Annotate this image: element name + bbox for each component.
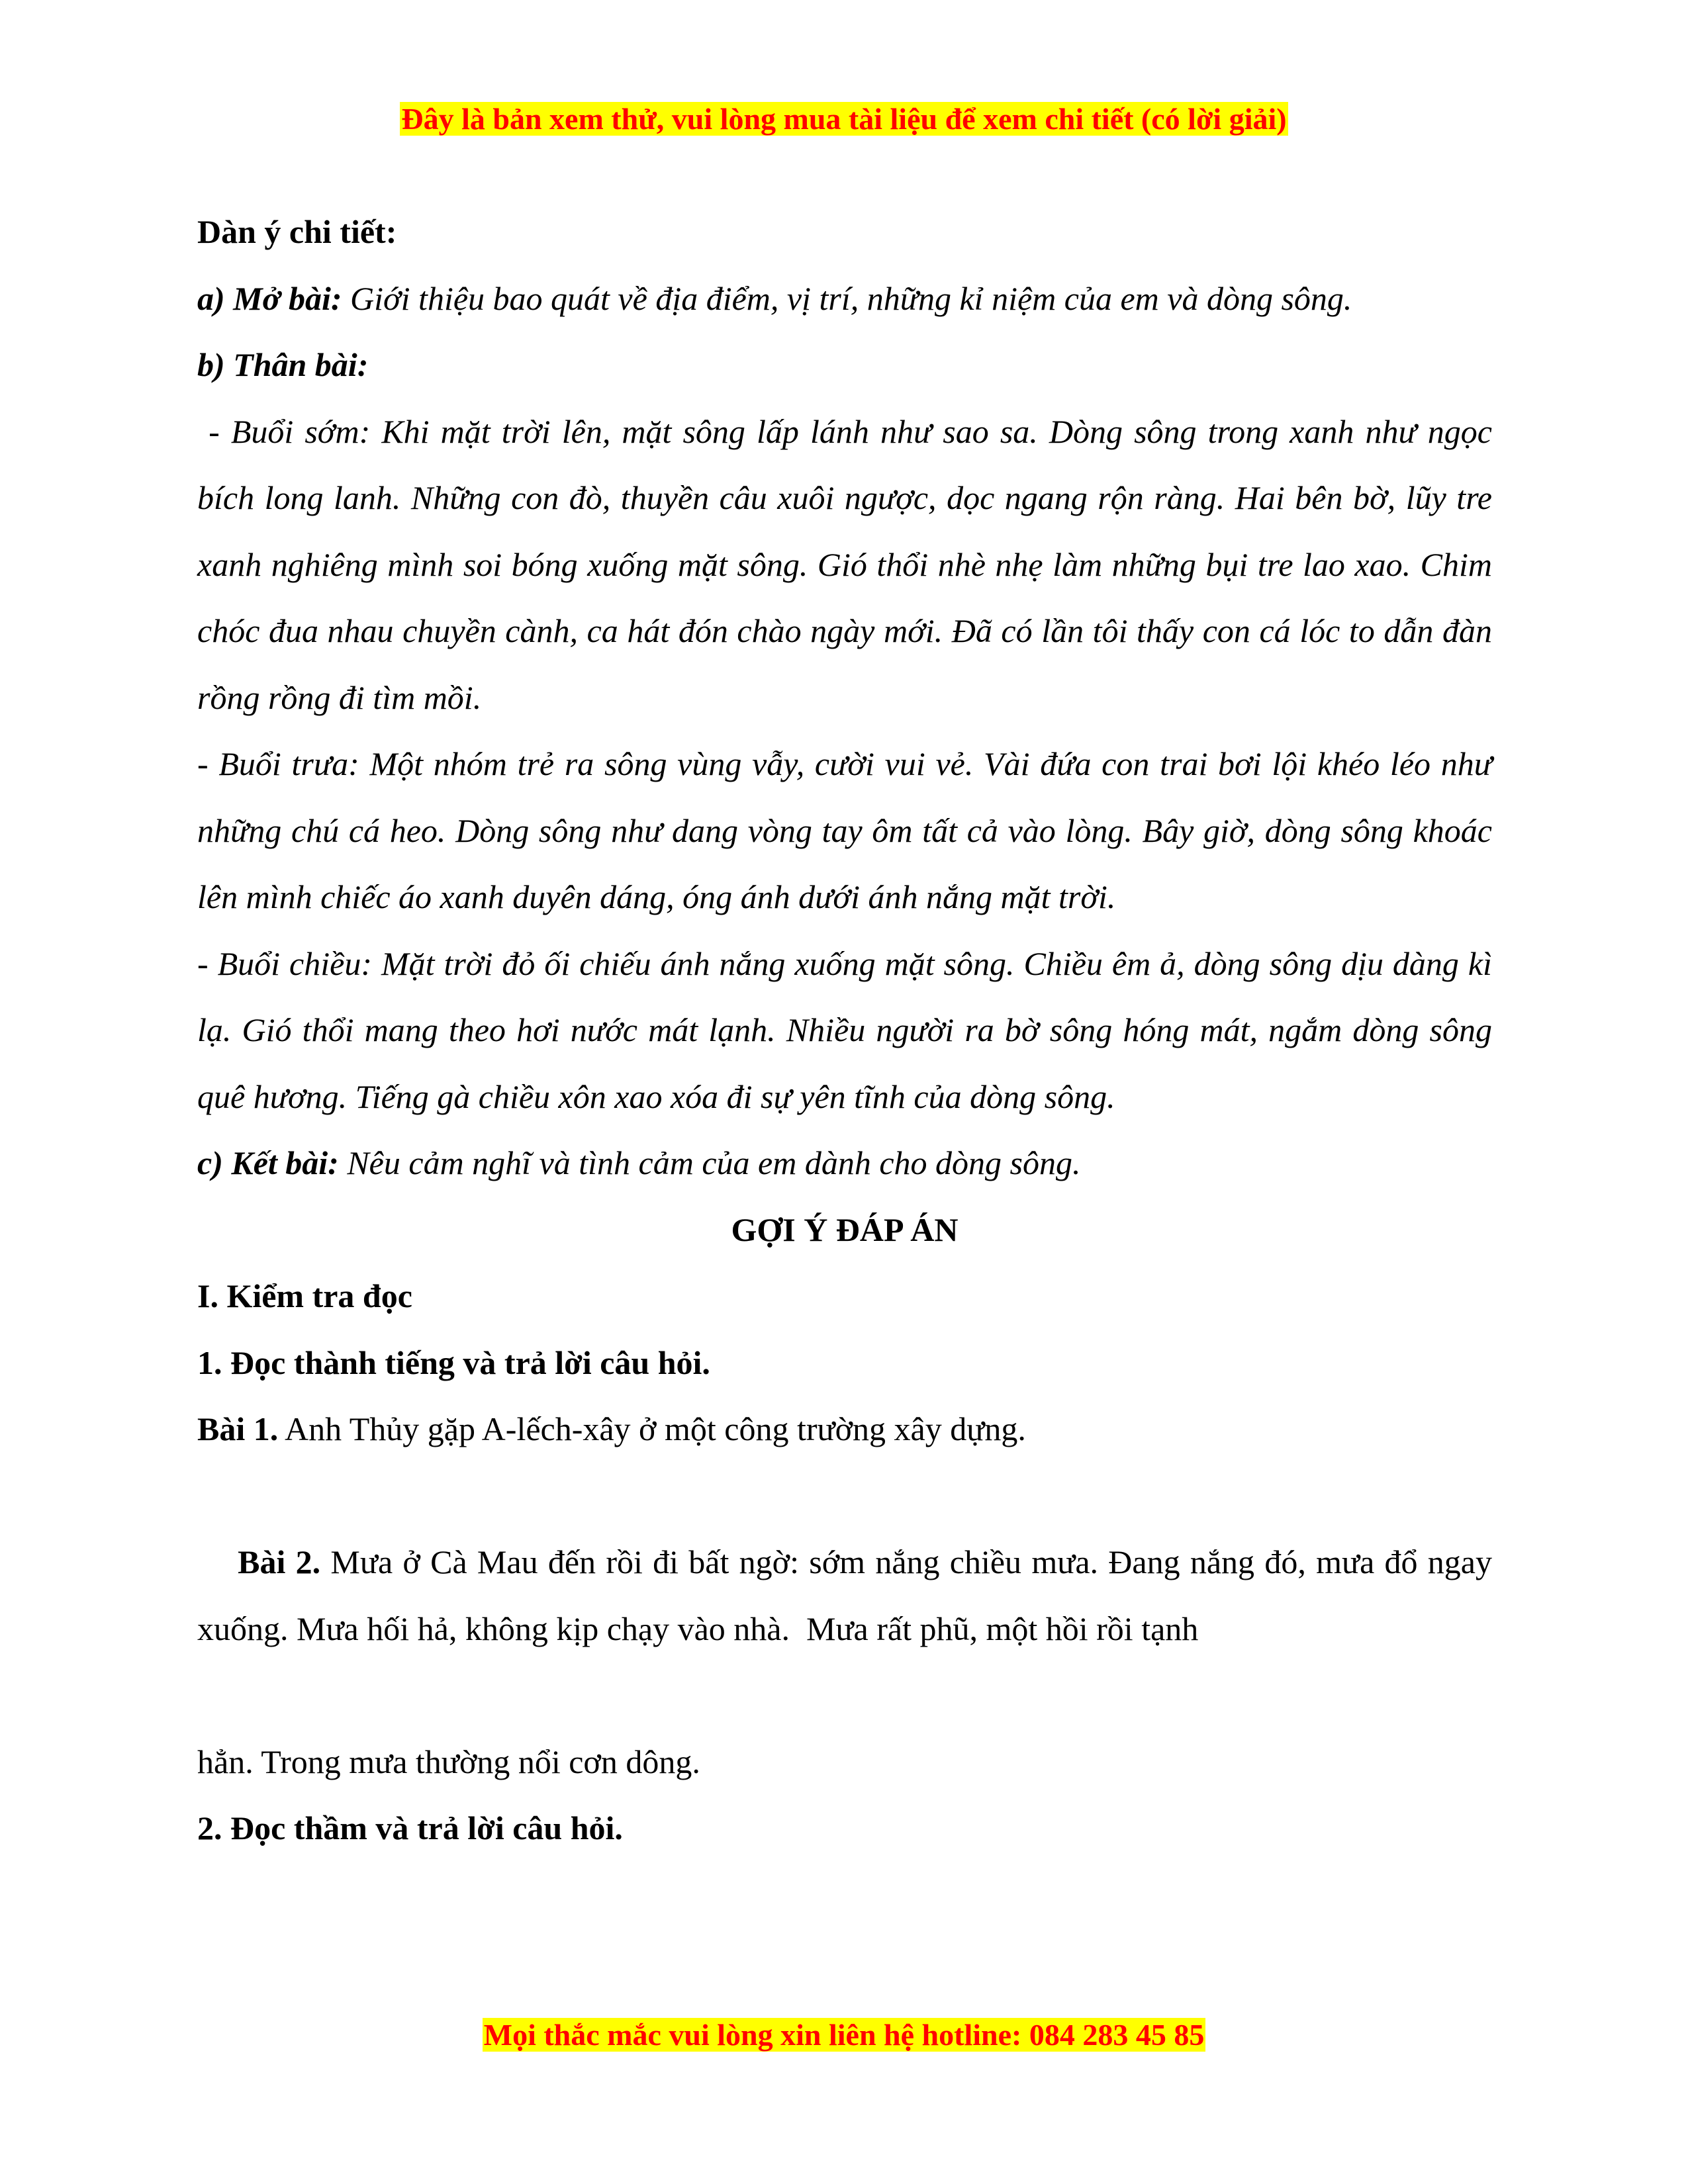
body-afternoon: - Buổi chiều: Mặt trời đỏ ối chiếu ánh nắng xuống mặt sông. Chiều êm ả, dòng sông dịu dàng kì lạ. Gió thổi mang theo hơi nước mát lạnh. Nhiều người ra bờ sông hóng mát, ngắm dòng sông quê hương. Tiếng gà chiều xôn xao xóa đi sự yên tĩnh của dòng sông. [197, 944, 1492, 1115]
intro-label: a) Mở bài: [197, 279, 342, 317]
bai-2-continuation: hẳn. Trong mưa thường nổi cơn dông. [197, 1743, 700, 1780]
bai-2-label: Bài 2. [238, 1543, 321, 1580]
body-label: b) Thân bài: [197, 346, 369, 383]
outline-intro [197, 265, 1492, 332]
section-reading-test: I. Kiểm tra đọc [197, 1277, 412, 1314]
subsection-silent-read: 2. Đọc thầm và trả lời câu hỏi. [197, 1809, 623, 1846]
preview-notice-text: Đây là bản xem thử, vui lòng mua tài liệu để xem chi tiết (có lời giải) [401, 102, 1287, 136]
answer-bai-2 [197, 1463, 1501, 1729]
preview-notice-banner [0, 99, 1688, 139]
answers-title: GỢI Ý ĐÁP ÁN [731, 1210, 959, 1248]
hotline-banner [0, 2015, 1688, 2055]
bai-2-text: Mưa ở Cà Mau đến rồi đi bất ngờ: sớm nắng chiều mưa. Đang nắng đó, mưa đổ ngay xuống. Mưa hối hả, không kịp chạy vào nhà. Mưa rất phũ, một hồi rồi tạnh [197, 1543, 1501, 1647]
answer-bai-1 [197, 1396, 1492, 1463]
body-morning: - Buổi sớm: Khi mặt trời lên, mặt sông lấp lánh như sao sa. Dòng sông trong xanh như ngọc bích long lanh. Những con đò, thuyền câu xuôi ngược, dọc ngang rộn ràng. Hai bên bờ, lũy tre xanh nghiêng mình soi bóng xuống mặt sông. Gió thổi nhè nhẹ làm những bụi tre lao xao. Chim chóc đua nhau chuyền cành, ca hát đón chào ngày mới. Đã có lần tôi thấy con cá lóc to dẫn đàn rồng rồng đi tìm mồi. [197, 412, 1501, 716]
outline-heading: Dàn ý chi tiết: [197, 213, 397, 250]
bai-1-label: Bài 1. [197, 1410, 279, 1447]
intro-text: Giới thiệu bao quát về địa điểm, vị trí, những kỉ niệm của em và dòng sông. [350, 279, 1352, 317]
bai-1-text: Anh Thủy gặp A-lếch-xây ở một công trường xây dựng. [285, 1410, 1026, 1447]
document-body [197, 199, 1501, 1862]
hotline-text: Mọi thắc mắc vui lòng xin liên hệ hotline: 084 283 45 85 [483, 2018, 1205, 2052]
outline-conclusion [197, 1130, 1492, 1197]
conclusion-label: c) Kết bài: [197, 1144, 339, 1181]
body-noon: - Buổi trưa: Một nhóm trẻ ra sông vùng vẫy, cười vui vẻ. Vài đứa con trai bơi lội khéo léo như những chú cá heo. Dòng sông như dang vòng tay ôm tất cả vào lòng. Bây giờ, dòng sông khoác lên mình chiếc áo xanh duyên dáng, óng ánh dưới ánh nắng mặt trời. [197, 745, 1492, 915]
subsection-read-aloud: 1. Đọc thành tiếng và trả lời câu hỏi. [197, 1343, 710, 1381]
conclusion-text: Nêu cảm nghĩ và tình cảm của em dành cho dòng sông. [347, 1144, 1081, 1181]
